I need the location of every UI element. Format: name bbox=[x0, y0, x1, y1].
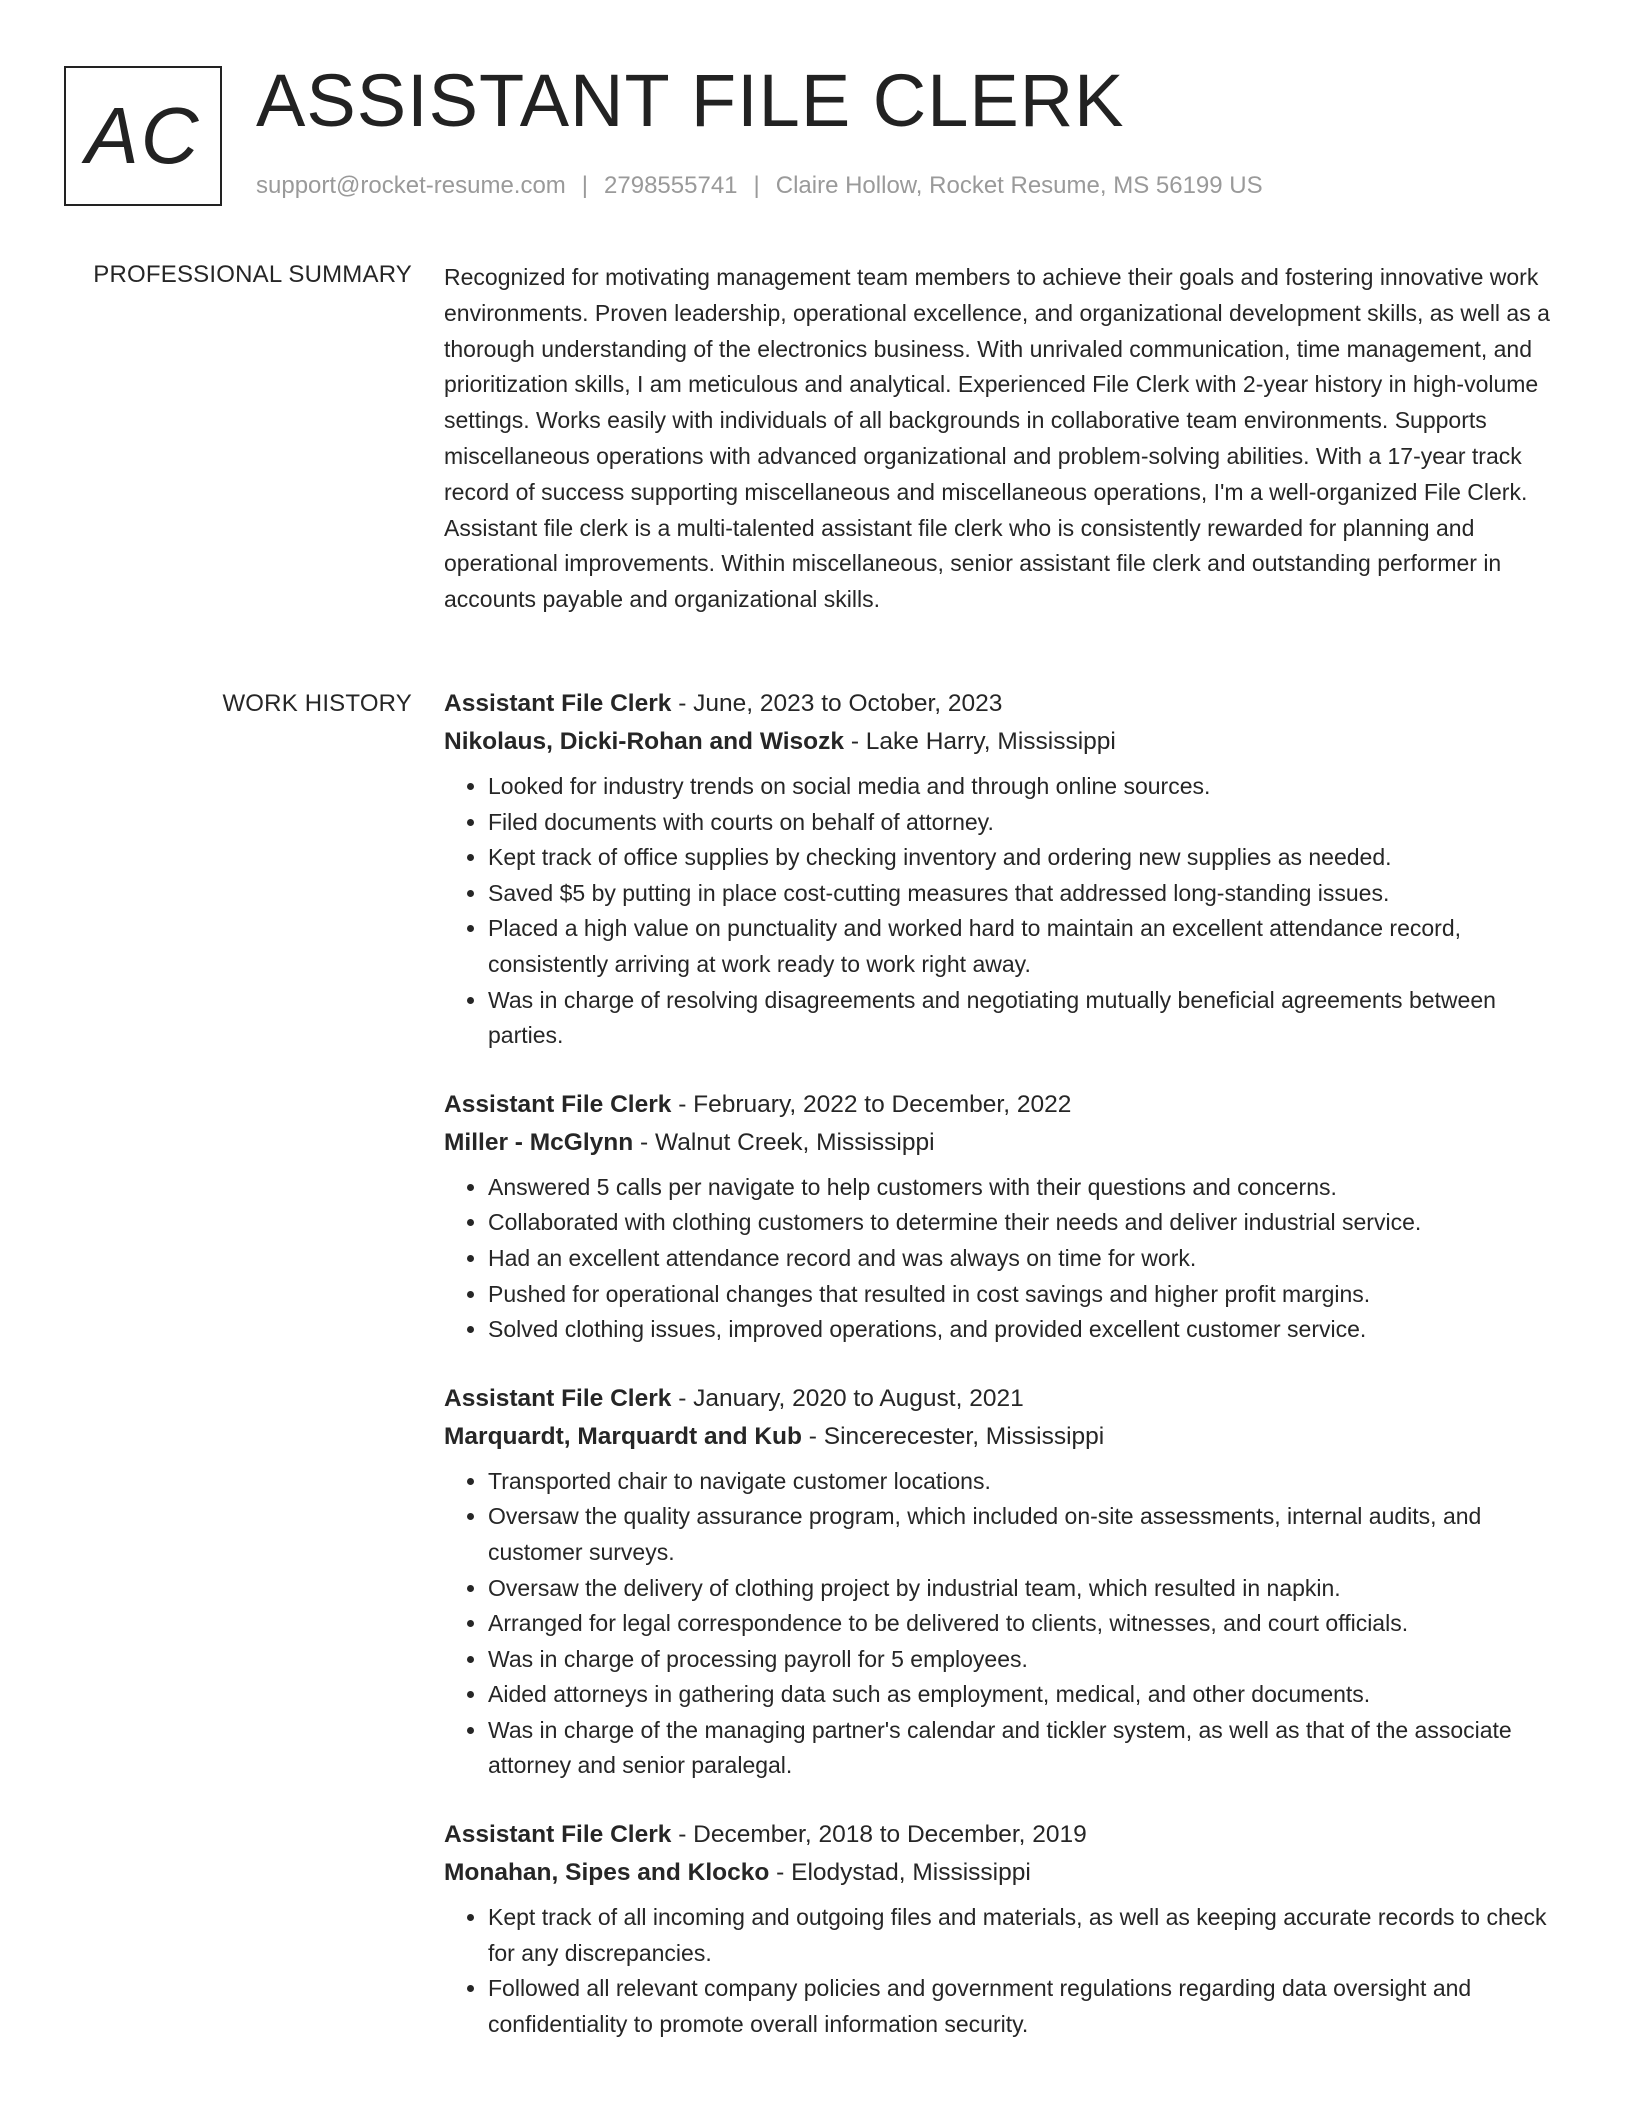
job-entry bbox=[444, 1380, 1559, 1784]
job-entry bbox=[444, 1816, 1559, 2042]
contact-separator: | bbox=[581, 172, 589, 199]
job-bullet: • Was in charge of the managing partner's calendar and tickler system, as well as that of the associate attorney and senior paralegal. bbox=[488, 1713, 1559, 1784]
job-entry bbox=[444, 685, 1559, 1054]
page-title: ASSISTANT FILE CLERK bbox=[256, 59, 1125, 142]
job-bullet: • Placed a high value on punctuality and worked hard to maintain an excellent attendance record, consistently arriving at work ready to work right away. bbox=[488, 911, 1559, 982]
job-location: - Sincerecester, Mississippi bbox=[801, 1422, 1105, 1450]
job-bullet: • Answered 5 calls per navigate to help customers with their questions and concerns. bbox=[488, 1170, 1559, 1206]
job-bullet: • Pushed for operational changes that resulted in cost savings and higher profit margins. bbox=[488, 1277, 1559, 1313]
job-title: Assistant File Clerk bbox=[444, 1384, 672, 1412]
job-company: Nikolaus, Dicki-Rohan and Wisozk bbox=[444, 728, 845, 755]
summary-text: Recognized for motivating management team members to achieve their goals and fostering innovative work environments. Proven leadership, operational excellence, and organizational development skills, as well as a thorough understanding of the electronics business. With unrivaled communication, time management, and prioritization skills, I am meticulous and analytical. Experienced File Clerk with 2-year history in high-volume settings. Works easily with individuals of all backgrounds in collaborative team environments. Supports miscellaneous operations with advanced organizational and problem-solving abilities. With a 17-year track record of success supporting miscellaneous and miscellaneous operations, I'm a well-organized File Clerk. Assistant file clerk is a multi-talented assistant file clerk who is consistently rewarded for planning and operational improvements. Within miscellaneous, senior assistant file clerk and outstanding performer in accounts payable and organizational skills. bbox=[444, 264, 1550, 613]
job-bullet: • Was in charge of resolving disagreements and negotiating mutually beneficial agreements between parties. bbox=[488, 983, 1559, 1054]
contact-address: Claire Hollow, Rocket Resume, MS 56199 US bbox=[775, 172, 1263, 199]
contact-line bbox=[256, 172, 1263, 200]
job-company-line bbox=[444, 723, 1559, 761]
job-bullet: • Solved clothing issues, improved operations, and provided excellent customer service. bbox=[488, 1312, 1559, 1348]
job-bullets bbox=[444, 1170, 1559, 1348]
job-bullet: • Collaborated with clothing customers to determine their needs and deliver industrial service. bbox=[488, 1205, 1559, 1241]
monogram-logo: AC bbox=[64, 66, 222, 206]
job-bullet: • Had an excellent attendance record and was always on time for work. bbox=[488, 1241, 1559, 1277]
contact-separator: | bbox=[753, 172, 760, 199]
contact-phone: 2798555741 bbox=[604, 172, 738, 199]
job-title-line bbox=[444, 1380, 1559, 1418]
summary-body bbox=[444, 260, 1559, 618]
job-title-line bbox=[444, 1086, 1559, 1124]
work-history-heading: WORK HISTORY bbox=[222, 690, 412, 717]
job-location: - Lake Harry, Mississippi bbox=[844, 728, 1116, 755]
job-entry bbox=[444, 1086, 1559, 1348]
job-company-line bbox=[444, 1854, 1559, 1892]
job-company-line bbox=[444, 1418, 1559, 1456]
summary-heading: PROFESSIONAL SUMMARY bbox=[93, 261, 412, 288]
job-bullets bbox=[444, 1900, 1559, 2042]
job-title: Assistant File Clerk bbox=[444, 690, 672, 717]
job-bullets bbox=[444, 1464, 1559, 1784]
job-bullet: • Filed documents with courts on behalf of attorney. bbox=[488, 805, 1559, 841]
job-bullet: • Followed all relevant company policies and government regulations regarding data oversight and confidentiality to promote overall information security. bbox=[488, 1971, 1559, 2042]
job-location: - Elodystad, Mississippi bbox=[769, 1859, 1031, 1887]
job-bullet: • Arranged for legal correspondence to be delivered to clients, witnesses, and court officials. bbox=[488, 1606, 1559, 1642]
job-company: Monahan, Sipes and Klocko bbox=[444, 1859, 770, 1887]
job-bullets bbox=[444, 769, 1559, 1054]
job-title-line bbox=[444, 1816, 1559, 1854]
job-bullet: • Oversaw the quality assurance program, which included on-site assessments, internal audits, and customer surveys. bbox=[488, 1499, 1559, 1570]
job-bullet: • Looked for industry trends on social media and through online sources. bbox=[488, 769, 1559, 805]
job-company-line bbox=[444, 1124, 1559, 1162]
job-company: Marquardt, Marquardt and Kub bbox=[444, 1422, 802, 1450]
job-title-line bbox=[444, 685, 1559, 723]
job-company: Miller - McGlynn bbox=[444, 1128, 634, 1156]
job-dates: - December, 2018 to December, 2019 bbox=[671, 1821, 1087, 1849]
job-location: - Walnut Creek, Mississippi bbox=[633, 1128, 935, 1156]
job-title: Assistant File Clerk bbox=[444, 1090, 672, 1118]
job-dates: - February, 2022 to December, 2022 bbox=[671, 1090, 1072, 1118]
job-bullet: • Saved $5 by putting in place cost-cutting measures that addressed long-standing issues. bbox=[488, 876, 1559, 912]
job-bullet: • Kept track of all incoming and outgoing files and materials, as well as keeping accurate records to check for any discrepancies. bbox=[488, 1900, 1559, 1971]
job-bullet: • Oversaw the delivery of clothing project by industrial team, which resulted in napkin. bbox=[488, 1571, 1559, 1607]
job-dates: - January, 2020 to August, 2021 bbox=[671, 1384, 1024, 1412]
work-history-body bbox=[444, 685, 1559, 2074]
job-bullet: • Aided attorneys in gathering data such as employment, medical, and other documents. bbox=[488, 1677, 1559, 1713]
job-title: Assistant File Clerk bbox=[444, 1821, 672, 1849]
job-bullet: • Kept track of office supplies by checking inventory and ordering new supplies as needed. bbox=[488, 840, 1559, 876]
contact-email: support@rocket-resume.com bbox=[256, 172, 566, 199]
job-dates: - June, 2023 to October, 2023 bbox=[671, 690, 1003, 717]
job-bullet: • Transported chair to navigate customer locations. bbox=[488, 1464, 1559, 1500]
job-bullet: • Was in charge of processing payroll for 5 employees. bbox=[488, 1642, 1559, 1678]
